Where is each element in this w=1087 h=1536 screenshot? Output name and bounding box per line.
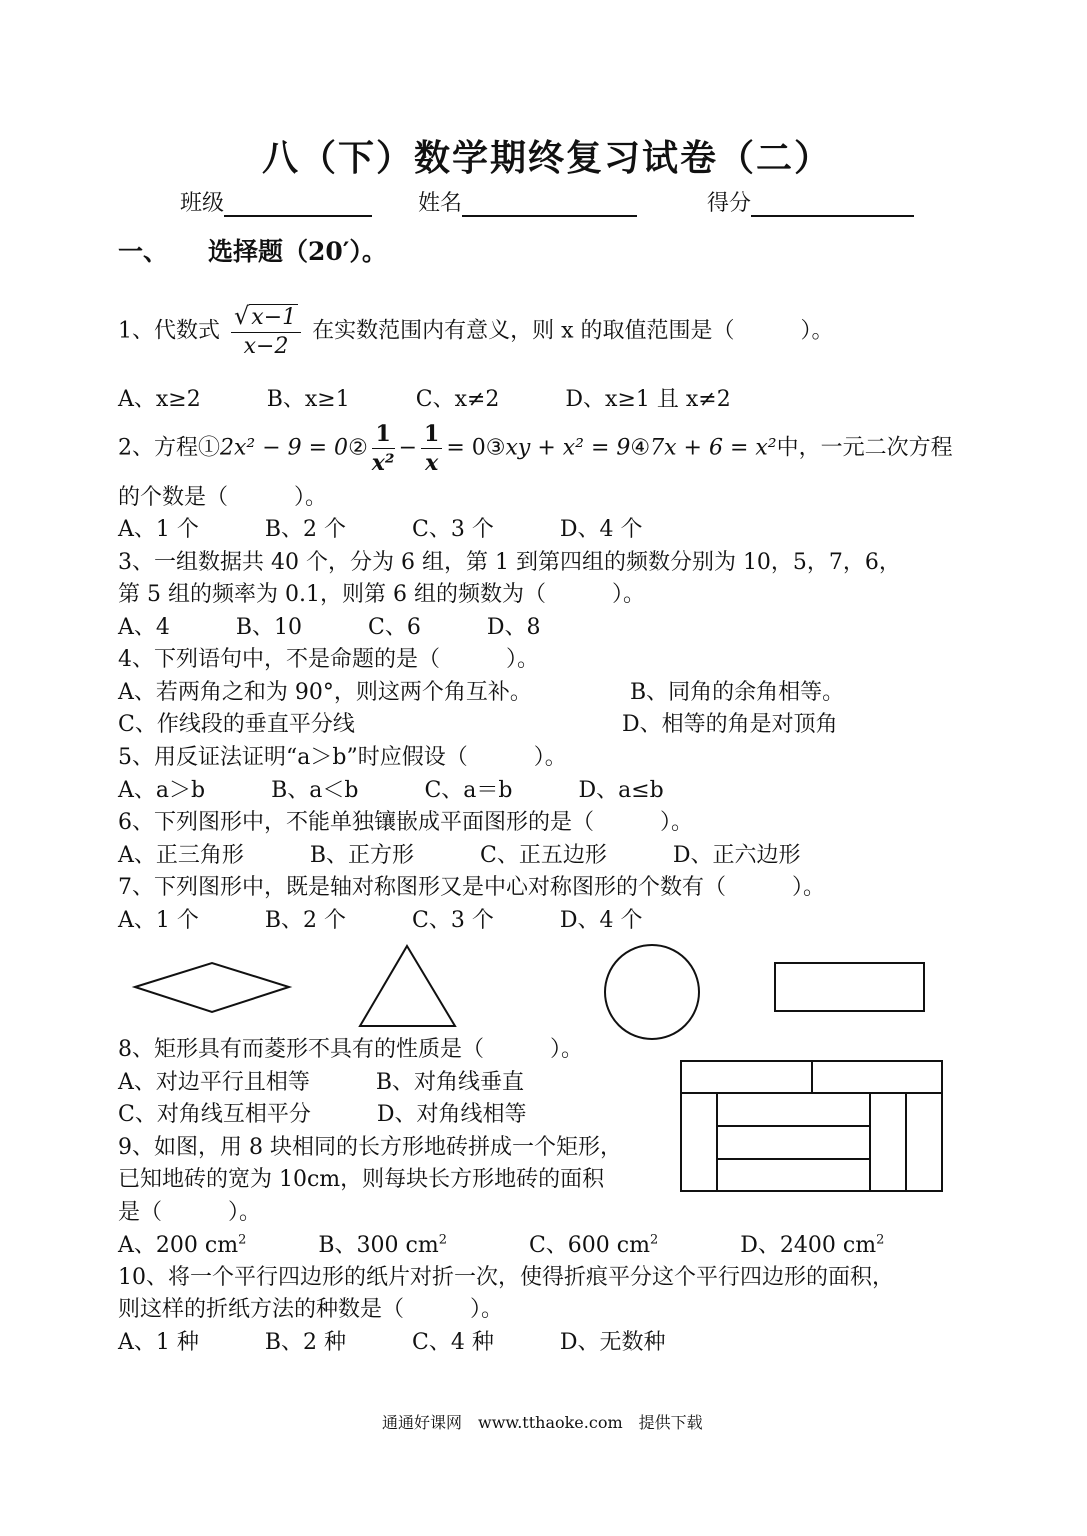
- question-4: 4、下列语句中，不是命题的是（ ）。: [118, 647, 539, 672]
- q3-line-1: 3、一组数据共 40 个，分为 6 组，第 1 到第四组的频数分别为 10，5，7，6，: [118, 550, 901, 575]
- page-footer: 通通好课网 www.tthaoke.com 提供下载: [382, 1413, 703, 1432]
- q2-options: A、1 个 B、2 个 C、3 个 D、4 个: [118, 517, 643, 542]
- q1-prefix: 1、代数式: [118, 318, 220, 344]
- q9-option-b: B、300 cm: [318, 1233, 439, 1258]
- question-6: 6、下列图形中，不能单独镶嵌成平面图形的是（ ）。: [118, 810, 693, 835]
- q7-options: A、1 个 B、2 个 C、3 个 D、4 个: [118, 908, 643, 933]
- question-1: [118, 302, 834, 361]
- q4-option-c: C、作线段的垂直平分线: [118, 712, 355, 737]
- q4-option-b: B、同角的余角相等。: [630, 680, 845, 705]
- rectangle-figure: [775, 963, 924, 1011]
- q2-prefix: 2、方程①: [118, 435, 220, 461]
- q9-line-2: 已知地砖的宽为 10cm，则每块长方形地砖的面积: [118, 1167, 605, 1192]
- q2-circle-4: ④: [630, 435, 651, 461]
- q2-eq2-tail: = 0: [446, 435, 486, 461]
- name-blank: [462, 193, 637, 217]
- q2-equation-1: 2x² − 9 = 0: [220, 435, 349, 461]
- name-label: 姓名: [418, 191, 463, 216]
- q9-option-d-sup: 2: [876, 1232, 885, 1248]
- q2-f2-num: 1: [421, 420, 442, 449]
- q2-equation-3: xy + x² = 9: [505, 435, 631, 461]
- section-heading: [118, 232, 387, 268]
- circle-figure: [605, 945, 699, 1039]
- q2-fraction-1: [372, 420, 395, 477]
- q9-option-a: A、200 cm: [118, 1233, 239, 1258]
- q2-circle-2: ②: [348, 435, 368, 461]
- q9-option-c: C、600 cm: [528, 1233, 650, 1258]
- q8-options-2: C、对角线互相平分 D、对角线相等: [118, 1102, 527, 1127]
- page-title: 八（下）数学期终复习试卷（二）: [262, 137, 833, 179]
- q2-suffix: 中，一元二次方程: [776, 435, 953, 461]
- q1-fraction: $\frac{√x-1}{x-2}$: [231, 302, 301, 361]
- section-number: 一、: [118, 237, 169, 266]
- q5-options: A、a＞b B、a＜b C、a＝b D、a≤b: [118, 778, 664, 803]
- q2-equation-4: 7x + 6 = x²: [650, 435, 777, 461]
- q9-option-d: D、2400 cm: [740, 1233, 877, 1258]
- name-field: [418, 186, 637, 217]
- question-2: [118, 420, 953, 477]
- class-blank: [224, 193, 372, 217]
- q1-suffix: 在实数范围内有意义，则 x 的取值范围是（ ）。: [312, 318, 834, 344]
- q6-options: A、正三角形 B、正方形 C、正五边形 D、正六边形: [118, 843, 801, 868]
- q2-f1-den: x²: [371, 450, 395, 476]
- question-8: 8、矩形具有而菱形不具有的性质是（ ）。: [118, 1037, 583, 1062]
- question-5: 5、用反证法证明“a＞b”时应假设（ ）。: [118, 745, 567, 770]
- q9-line-3: 是（ ）。: [118, 1200, 262, 1225]
- q10-options: A、1 种 B、2 种 C、4 种 D、无数种: [118, 1330, 666, 1355]
- q9-option-b-sup: 2: [438, 1232, 447, 1248]
- score-label: 得分: [707, 191, 752, 216]
- q9-option-c-sup: 2: [649, 1232, 659, 1248]
- q1-denominator: x−2: [243, 334, 289, 359]
- q4-option-a: A、若两角之和为 90°，则这两个角互补。: [118, 680, 532, 705]
- q2-fraction-2: [421, 420, 442, 477]
- q3-line-2: 第 5 组的频率为 0.1，则第 6 组的频数为（ ）。: [118, 582, 645, 607]
- q10-line-1: 10、将一个平行四边形的纸片对折一次，使得折痕平分这个平行四边形的面积，: [118, 1265, 894, 1290]
- tile-figure: [670, 1055, 955, 1200]
- triangle-figure: [360, 946, 455, 1026]
- class-label: 班级: [180, 191, 225, 216]
- q2-f2-den: x: [425, 450, 439, 476]
- rhombus-figure: [135, 963, 289, 1012]
- q2-line-2: 的个数是（ ）。: [118, 485, 328, 510]
- q1-options: A、x≥2 B、x≥1 C、x≠2 D、x≥1 且 x≠2: [118, 387, 731, 412]
- q2-minus: −: [398, 435, 417, 461]
- q2-f1-num: 1: [372, 420, 395, 449]
- score-blank: [751, 193, 914, 217]
- q2-circle-3: ③: [485, 435, 506, 461]
- q4-option-d: D、相等的角是对顶角: [622, 712, 838, 737]
- q3-options: A、4 B、10 C、6 D、8: [118, 615, 541, 640]
- section-label: 选择题（20′）。: [208, 237, 387, 266]
- question-7: 7、下列图形中，既是轴对称图形又是中心对称图形的个数有（ ）。: [118, 875, 825, 900]
- q9-options: [118, 1228, 884, 1259]
- q8-options-1: A、对边平行且相等 B、对角线垂直: [118, 1070, 525, 1095]
- class-field: [180, 186, 372, 217]
- q9-option-a-sup: 2: [238, 1232, 247, 1248]
- q10-line-2: 则这样的折纸方法的种数是（ ）。: [118, 1297, 504, 1322]
- score-field: [707, 186, 914, 217]
- q9-line-1: 9、如图，用 8 块相同的长方形地砖拼成一个矩形，: [118, 1135, 622, 1160]
- q1-numerator: x−1: [251, 305, 297, 330]
